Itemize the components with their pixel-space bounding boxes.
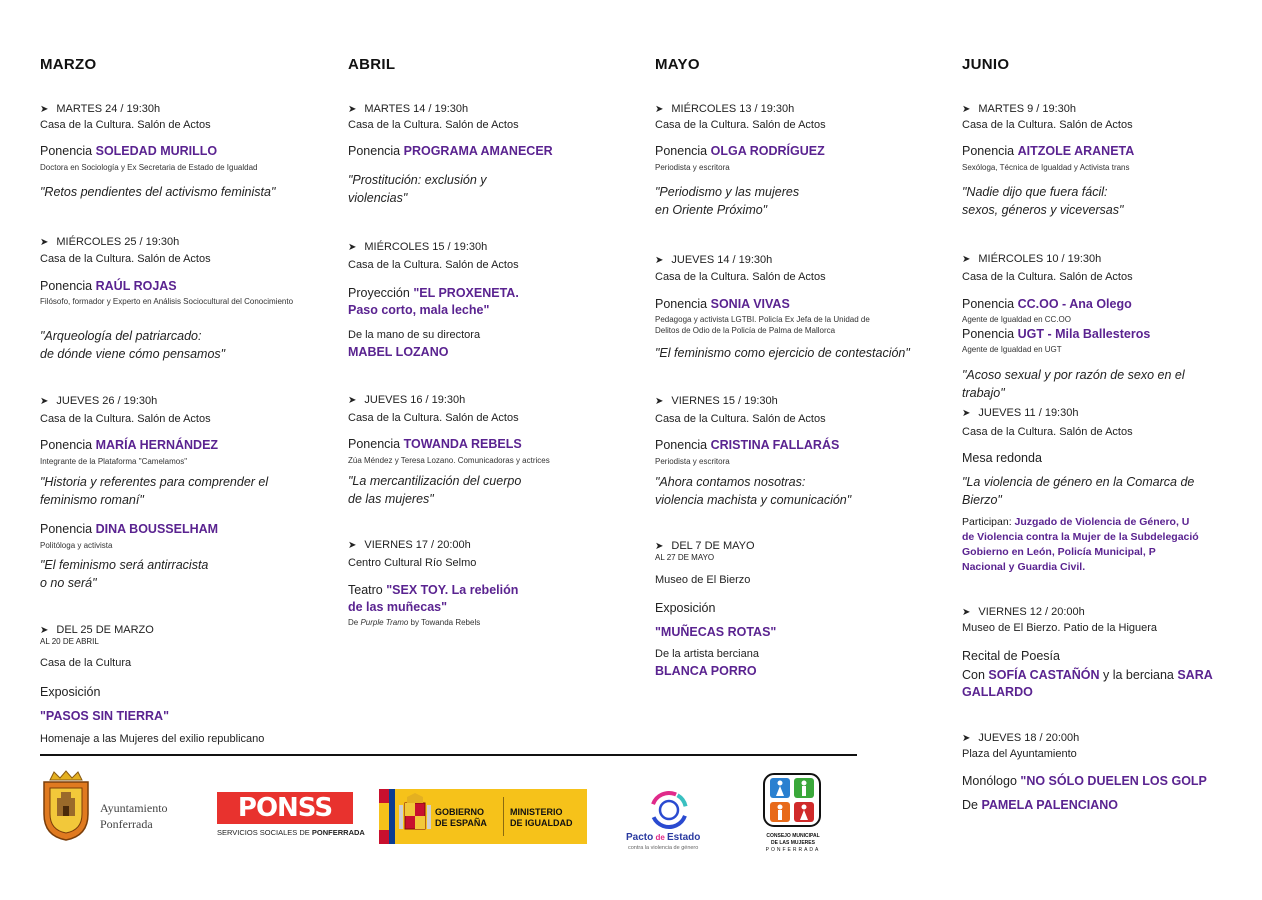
arrow-icon: ➤ xyxy=(40,396,49,407)
event-title: Ponencia TOWANDA REBELS xyxy=(348,437,522,451)
event-title: Con SOFÍA CASTAÑÓN y la berciana SARA GALLARDO xyxy=(962,668,1213,699)
arrow-icon: ➤ xyxy=(962,254,971,265)
event-desc: Filósofo, formador y Experto en Análisis Sociocultural del Conocimiento xyxy=(40,297,294,306)
event-title: "MUÑECAS ROTAS" xyxy=(655,625,777,639)
event-date: ➤ MIÉRCOLES 25 / 19:30h xyxy=(40,236,180,248)
event-title: Proyección "EL PROXENETA. Paso corto, mala leche" xyxy=(348,286,519,317)
coat-of-arms-icon xyxy=(40,770,92,842)
event-desc: De Purple Tramo by Towanda Rebels xyxy=(348,618,481,627)
event-title: Ponencia CC.OO - Ana Olego xyxy=(962,297,1132,311)
logo-ponss xyxy=(217,792,365,837)
month-heading: JUNIO xyxy=(962,56,1010,73)
event-title: Ponencia RAÚL ROJAS xyxy=(40,279,177,293)
arrow-icon: ➤ xyxy=(655,104,664,115)
arrow-icon: ➤ xyxy=(962,733,971,744)
column-marzo xyxy=(40,0,340,900)
event-place: Casa de la Cultura. Salón de Actos xyxy=(962,426,1133,438)
event-kind: Mesa redonda xyxy=(962,451,1042,465)
event-date: ➤ JUEVES 11 / 19:30h xyxy=(962,407,1079,419)
event-place: Casa de la Cultura. Salón de Actos xyxy=(655,271,826,283)
logo-gobierno xyxy=(379,789,587,844)
event-quote: "Retos pendientes del activismo feminista" xyxy=(40,185,276,199)
logo-consejo-mujeres xyxy=(760,772,826,854)
event-title: Ponencia PROGRAMA AMANECER xyxy=(348,144,553,158)
footer-divider xyxy=(40,754,857,756)
event-title: Ponencia SONIA VIVAS xyxy=(655,297,790,311)
event-kind: Exposición xyxy=(40,685,101,699)
event-desc: Zúa Méndez y Teresa Lozano. Comunicadoras y actrices xyxy=(348,456,550,465)
event-place: Casa de la Cultura. Salón de Actos xyxy=(655,413,826,425)
event-date: ➤ DEL 7 DE MAYO AL 27 DE MAYO xyxy=(655,540,755,562)
event-place: Centro Cultural Río Selmo xyxy=(348,557,477,569)
pacto-title: Pacto de Estado xyxy=(626,832,701,843)
event-kind: Exposición xyxy=(655,601,716,615)
event-place: Casa de la Cultura. Salón de Actos xyxy=(655,119,826,131)
event-date: ➤ VIERNES 15 / 19:30h xyxy=(655,395,778,407)
consejo-text: CONSEJO MUNICIPAL DE LAS MUJERES PONFERRADA xyxy=(765,833,821,853)
event-quote: "Acoso sexual y por razón de sexo en el trabajo" xyxy=(962,368,1185,400)
event-place: Museo de El Bierzo. Patio de la Higuera xyxy=(962,622,1158,634)
event-quote: "El feminismo como ejercicio de contestación" xyxy=(655,346,910,360)
consejo-emblem-icon xyxy=(762,772,822,828)
event-desc: Periodista y escritora xyxy=(655,457,730,466)
event-title: Ponencia UGT - Mila Ballesteros xyxy=(962,327,1151,341)
event-title: Monólogo "NO SÓLO DUELEN LOS GOLP xyxy=(962,774,1207,788)
arrow-icon: ➤ xyxy=(962,408,971,419)
event-date: ➤ MIÉRCOLES 15 / 19:30h xyxy=(348,241,488,253)
event-place: Museo de El Bierzo xyxy=(655,574,751,586)
arrow-icon: ➤ xyxy=(348,242,357,253)
participants: Participan: Juzgado de Violencia de Género, U de Violencia contra la Mujer de la Subdelegació Gobierno en León, Policía Municipal, P Nacional y Guardia Civil. xyxy=(962,516,1199,573)
event-quote: "Periodismo y las mujeres en Oriente Próximo" xyxy=(655,185,800,217)
event-quote: "Prostitución: exclusión y violencias" xyxy=(348,173,487,205)
event-author: De PAMELA PALENCIANO xyxy=(962,798,1119,812)
arrow-icon: ➤ xyxy=(40,625,49,636)
event-date: ➤ JUEVES 14 / 19:30h xyxy=(655,254,773,266)
ayto-city: Ponferrada xyxy=(100,817,153,831)
arrow-icon: ➤ xyxy=(655,255,664,266)
arrow-icon: ➤ xyxy=(655,396,664,407)
event-quote: "Historia y referentes para comprender el feminismo romaní" xyxy=(40,475,269,507)
gobierno-text: GOBIERNO DE ESPAÑA xyxy=(435,807,487,828)
event-desc: Pedagoga y activista LGTBI. Policía Ex Jefa de la Unidad de Delitos de Odio de la Policía de Palma de Mallorca xyxy=(655,315,870,335)
event-date: ➤ VIERNES 17 / 20:00h xyxy=(348,539,471,551)
event-place: Casa de la Cultura. Salón de Actos xyxy=(348,119,519,131)
ayto-name: Ayuntamiento xyxy=(100,801,168,815)
ponss-subtitle: SERVICIOS SOCIALES DE PONFERRADA xyxy=(217,828,365,837)
event-date: ➤ MARTES 24 / 19:30h xyxy=(40,103,161,115)
event-date: ➤ JUEVES 16 / 19:30h xyxy=(348,394,466,406)
column-mayo xyxy=(655,0,955,900)
event-place: Plaza del Ayuntamiento xyxy=(962,748,1077,760)
event-desc: Integrante de la Plataforma "Camelamos" xyxy=(40,457,188,466)
event-artist: BLANCA PORRO xyxy=(655,664,757,678)
ponss-wordmark: PONSS xyxy=(217,792,353,824)
event-quote: "La violencia de género en la Comarca de Bierzo" xyxy=(962,475,1195,507)
event-quote: "Arqueología del patriarcado: de dónde viene cómo pensamos" xyxy=(40,329,226,361)
event-place: Casa de la Cultura. Salón de Actos xyxy=(348,412,519,424)
event-date: ➤ MARTES 9 / 19:30h xyxy=(962,103,1077,115)
event-desc: Doctora en Sociología y Ex Secretaria de Estado de Igualdad xyxy=(40,163,258,172)
event-place: Casa de la Cultura xyxy=(40,657,132,669)
event-desc: Periodista y escritora xyxy=(655,163,730,172)
spain-shield-icon xyxy=(395,789,435,844)
arrow-icon: ➤ xyxy=(962,104,971,115)
arrow-icon: ➤ xyxy=(655,541,664,552)
event-date: ➤ MIÉRCOLES 13 / 19:30h xyxy=(655,103,795,115)
event-date: ➤ JUEVES 18 / 20:00h xyxy=(962,732,1080,744)
arrow-icon: ➤ xyxy=(40,104,49,115)
event-date: ➤ JUEVES 26 / 19:30h xyxy=(40,395,158,407)
pacto-subtitle: contra la violencia de género xyxy=(628,845,699,851)
event-place: Casa de la Cultura. Salón de Actos xyxy=(40,413,211,425)
month-heading: MAYO xyxy=(655,56,700,73)
event-date: ➤ MARTES 14 / 19:30h xyxy=(348,103,469,115)
event-kind: Recital de Poesía xyxy=(962,649,1060,663)
pacto-circle-icon xyxy=(646,788,692,832)
event-title: Ponencia AITZOLE ARANETA xyxy=(962,144,1135,158)
event-place: Casa de la Cultura. Salón de Actos xyxy=(962,119,1133,131)
event-date: ➤ VIERNES 12 / 20:00h xyxy=(962,606,1085,618)
event-quote: "Ahora contamos nosotras: violencia machista y comunicación" xyxy=(655,475,852,507)
arrow-icon: ➤ xyxy=(348,540,357,551)
event-place: Casa de la Cultura. Salón de Actos xyxy=(40,253,211,265)
logo-ayuntamiento xyxy=(40,770,168,847)
event-title: Ponencia OLGA RODRÍGUEZ xyxy=(655,144,825,158)
event-title: Ponencia DINA BOUSSELHAM xyxy=(40,522,219,536)
event-title: Ponencia SOLEDAD MURILLO xyxy=(40,144,218,158)
month-heading: MARZO xyxy=(40,56,97,73)
event-title: "PASOS SIN TIERRA" xyxy=(40,709,169,723)
arrow-icon: ➤ xyxy=(962,607,971,618)
event-place: Casa de la Cultura. Salón de Actos xyxy=(962,271,1133,283)
event-desc: Agente de Igualdad en UGT xyxy=(962,345,1062,354)
arrow-icon: ➤ xyxy=(40,237,49,248)
event-quote: "El feminismo será antirracista o no será" xyxy=(40,558,209,590)
event-desc: Sexóloga, Técnica de Igualdad y Activista trans xyxy=(962,163,1130,172)
event-desc: Agente de Igualdad en CC.OO xyxy=(962,315,1071,324)
event-note: De la mano de su directora xyxy=(348,329,481,341)
event-place: Casa de la Cultura. Salón de Actos xyxy=(40,119,211,131)
event-note: De la artista berciana xyxy=(655,648,759,660)
event-date: ➤ MIÉRCOLES 10 / 19:30h xyxy=(962,253,1102,265)
column-abril xyxy=(348,0,648,900)
event-quote: "Nadie dijo que fuera fácil: sexos, géneros y viceversas" xyxy=(962,185,1124,217)
flag-strip xyxy=(379,789,389,844)
ministerio-text: MINISTERIO DE IGUALDAD xyxy=(510,807,573,828)
event-note: Homenaje a las Mujeres del exilio republicano xyxy=(40,733,265,745)
arrow-icon: ➤ xyxy=(348,395,357,406)
column-junio xyxy=(962,0,1213,900)
event-desc: Politóloga y activista xyxy=(40,541,113,550)
event-title: Ponencia MARÍA HERNÁNDEZ xyxy=(40,438,219,452)
event-quote: "La mercantilización del cuerpo de las mujeres" xyxy=(348,474,522,506)
event-title: Ponencia CRISTINA FALLARÁS xyxy=(655,438,840,452)
event-director: MABEL LOZANO xyxy=(348,345,449,359)
event-date: ➤ DEL 25 DE MARZO AL 20 DE ABRIL xyxy=(40,624,154,646)
event-title: Teatro "SEX TOY. La rebelión de las muñecas" xyxy=(348,583,519,614)
arrow-icon: ➤ xyxy=(348,104,357,115)
event-place: Casa de la Cultura. Salón de Actos xyxy=(348,259,519,271)
month-heading: ABRIL xyxy=(348,56,396,73)
